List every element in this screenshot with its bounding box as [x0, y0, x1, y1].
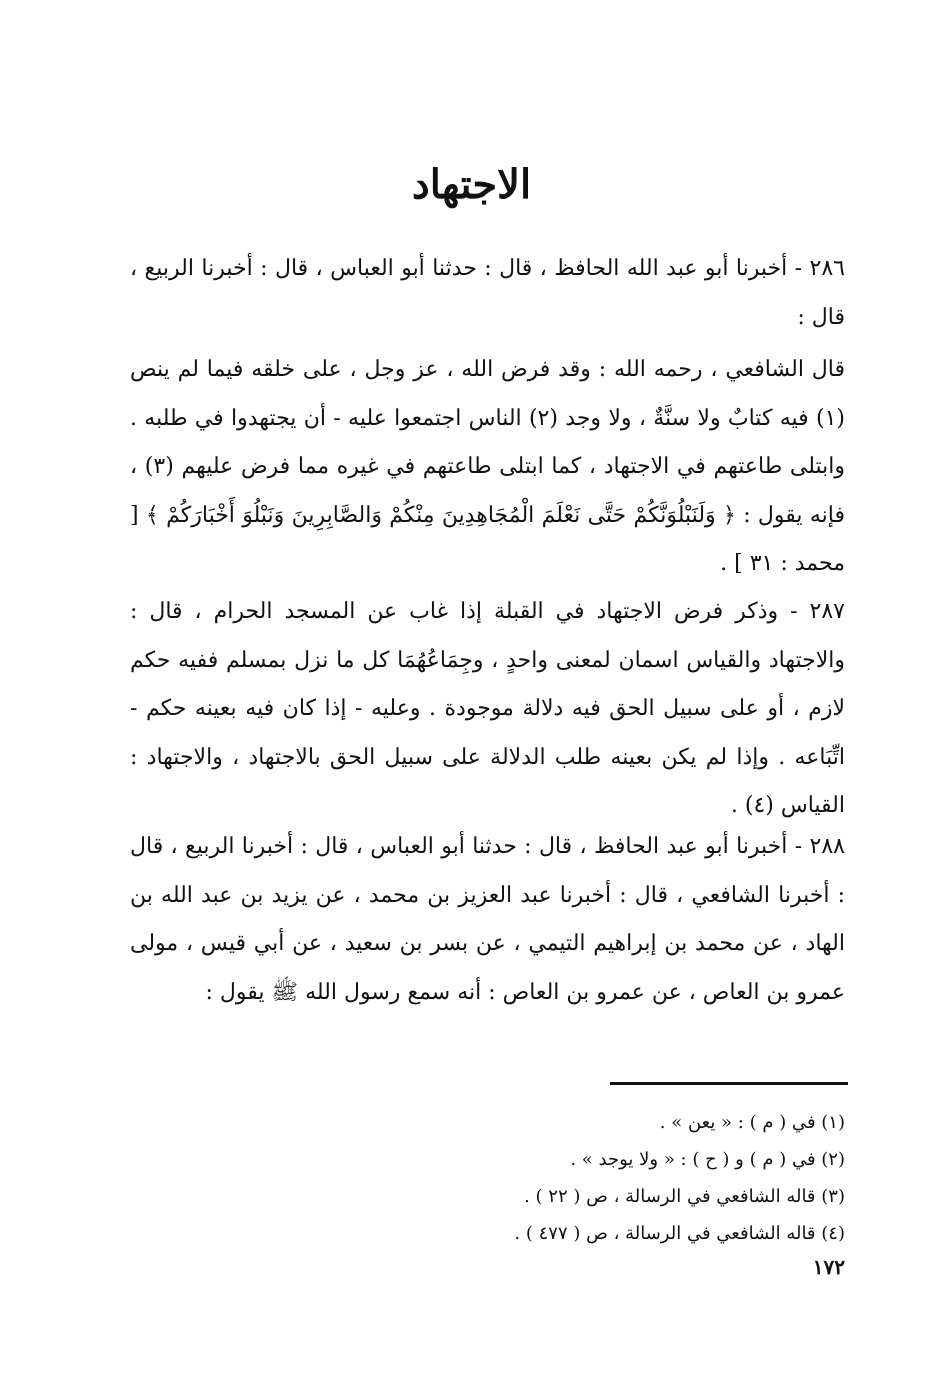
paragraph-text: ٢٨٧ - وذكر فرض الاجتهاد في القبلة إذا غاب عن المسجد الحرام ، قال : والاجتهاد والقياس اسمان لمعنى واحدٍ ، وجِمَاعُهُمَا كل ما نزل بمسلم ففيه حكم لازم ، أو على سبيل الحق فيه دلالة موجودة . وعليه - إذا كان فيه بعينه حكم - اتِّبَاعه . وإذا لم يكن بعينه طلب الدلالة على سبيل الحق بالاجتهاد ، والاجتهاد : القياس (٤) . [130, 599, 845, 818]
paragraph-shafii-statement [130, 346, 845, 589]
paragraph-text: ٢٨٨ - أخبرنا أبو عبد الحافظ ، قال : حدثنا أبو العباس ، قال : أخبرنا الربيع ، قال : أخبرنا الشافعي ، قال : أخبرنا عبد العزيز بن محمد ، عن يزيد بن عبد الله بن الهاد ، عن محمد بن إبراهيم التيمي ، عن بسر بن سعيد ، عن أبي قيس ، مولى عمرو بن العاص ، عن عمرو بن العاص : أنه سمع رسول الله ﷺ يقول : [130, 834, 845, 1005]
footnote-3: (٣) قاله الشافعي في الرسالة ، ص ( ٢٢ ) . [524, 1186, 845, 1207]
paragraph-text: قال الشافعي ، رحمه الله : وقد فرض الله ، عز وجل ، على خلقه فيما لم ينص (١) فيه كتابٌ ولا سنَّةٌ ، ولا وجد (٢) الناس اجتمعوا عليه - أن يجتهدوا في طلبه . وابتلى طاعتهم في الاجتهاد ، كما ابتلى طاعتهم في غيره مما فرض عليهم (٣) ، فإنه يقول : ﴿ وَلَنَبْلُوَنَّكُمْ حَتَّى نَعْلَمَ الْمُجَاهِدِينَ مِنْكُمْ وَالصَّابِرِينَ وَنَبْلُوَ أَخْبَارَكُمْ ﴾ [ محمد : ٣١ ] . [130, 357, 846, 576]
paragraph-text: ٢٨٦ - أخبرنا أبو عبد الله الحافظ ، قال : حدثنا أبو العباس ، قال : أخبرنا الربيع ، قال : [130, 256, 845, 330]
paragraph-286 [130, 245, 845, 342]
footnote-divider [610, 1082, 848, 1085]
footnote-1: (١) في ( م ) : « يعن » . [659, 1112, 845, 1133]
paragraph-287 [130, 588, 845, 831]
footnotes-list [130, 1104, 845, 1252]
page-number: ١٧٢ [812, 1255, 845, 1279]
footnote-2: (٢) في ( م ) و ( ح ) : « ولا يوجد » . [570, 1149, 845, 1170]
footnote-4: (٤) قاله الشافعي في الرسالة ، ص ( ٤٧٧ ) . [514, 1223, 845, 1244]
chapter-title: الاجتهاد [411, 160, 532, 208]
paragraph-288 [130, 823, 845, 1017]
